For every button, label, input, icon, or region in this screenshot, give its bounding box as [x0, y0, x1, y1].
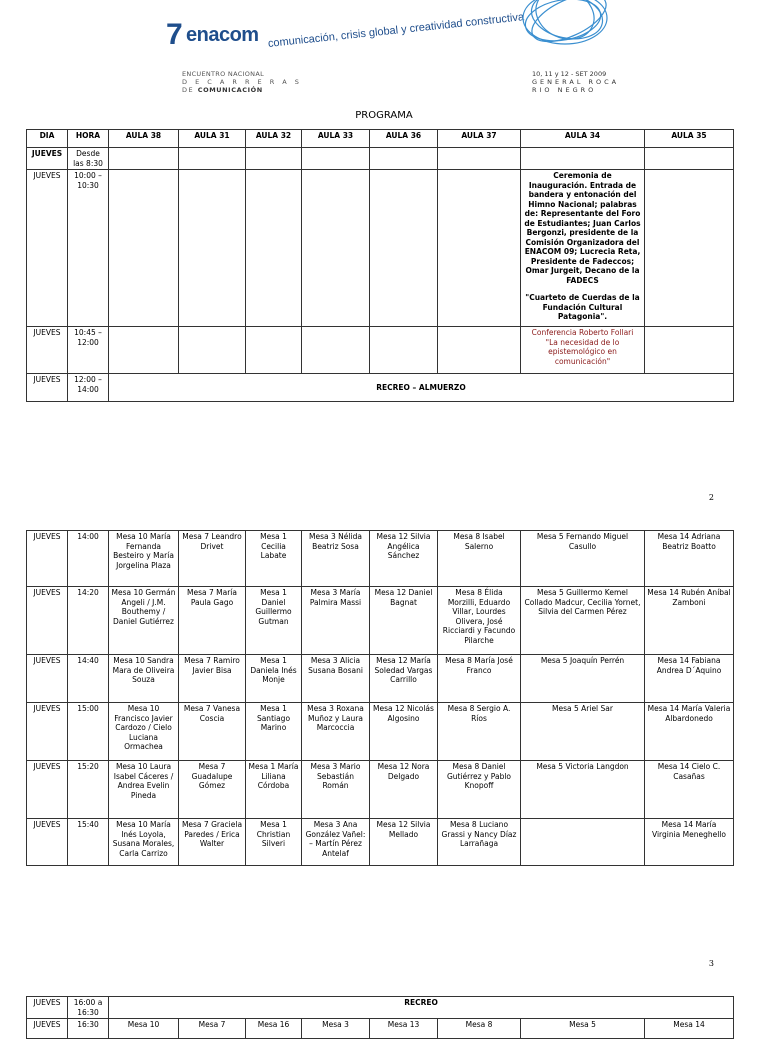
session-cell: Mesa 7 Graciela Paredes / Erica Walter: [179, 819, 246, 866]
recreo-almuerzo-cell: RECREO – ALMUERZO: [109, 374, 734, 402]
session-cell: Mesa 5 Ariel Sar: [521, 703, 645, 761]
logo-number: 7: [166, 18, 183, 51]
session-cell: Mesa 7: [179, 1019, 246, 1039]
session-cell: Mesa 14 María Virginia Meneghello: [645, 819, 734, 866]
conference-subtitle: "La necesidad de lo epistemológico en comunicación": [545, 337, 620, 366]
table-row: [27, 587, 734, 655]
session-cell: Mesa 10 María Inés Loyola, Susana Morales, Carla Carrizo: [109, 819, 179, 866]
session-cell: Mesa 1 Daniela Inés Monje: [246, 655, 302, 703]
session-cell: Mesa 14 Cielo C. Casañas: [645, 761, 734, 819]
session-cell: Mesa 14 María Valeria Albardonedo: [645, 703, 734, 761]
session-cell: Mesa 10: [109, 1019, 179, 1039]
session-cell: Mesa 14 Rubén Aníbal Zamboni: [645, 587, 734, 655]
session-cell: Mesa 10 Francisco Javier Cardozo / Cielo Luciana Ormachea: [109, 703, 179, 761]
session-cell: Mesa 8 Isabel Salerno: [438, 531, 521, 587]
session-cell: Mesa 7 Leandro Drivet: [179, 531, 246, 587]
session-cell: Mesa 5 Victoria Langdon: [521, 761, 645, 819]
table-row: [27, 1019, 734, 1039]
programa-title: PROGRAMA: [355, 110, 413, 121]
session-cell: Mesa 3 Mario Sebastián Román: [302, 761, 370, 819]
session-cell: Mesa 12 Daniel Bagnat: [370, 587, 438, 655]
hora-cell: 10:45 – 12:00: [68, 327, 109, 374]
encuentro-text: ENCUENTRO NACIONAL D E C A R R E R A S DE COMUNICACIÓN: [182, 70, 302, 94]
session-cell: Mesa 12 Silvia Mellado: [370, 819, 438, 866]
session-cell: Mesa 10 Laura Isabel Cáceres / Andrea Evelin Pineda: [109, 761, 179, 819]
table-row: [27, 148, 734, 170]
session-cell: Mesa 1 María Liliana Córdoba: [246, 761, 302, 819]
page-number: 2: [708, 493, 714, 502]
table-row: [27, 655, 734, 703]
session-cell: Mesa 1 Christian Silveri: [246, 819, 302, 866]
dia-cell: JUEVES: [27, 170, 68, 327]
session-cell: Mesa 12 María Soledad Vargas Carrillo: [370, 655, 438, 703]
logo-word: enacom: [186, 24, 259, 46]
column-header: AULA 37: [438, 130, 521, 148]
hora-cell: 14:00: [68, 531, 109, 587]
conference-title: Conferencia Roberto Follari: [531, 328, 634, 337]
session-cell: Mesa 12 Nora Delgado: [370, 761, 438, 819]
session-cell: Mesa 3 Roxana Muñoz y Laura Marcoccia: [302, 703, 370, 761]
recreo-cell: RECREO: [109, 997, 734, 1019]
table-row: [27, 374, 734, 402]
column-header: AULA 34: [521, 130, 645, 148]
column-header: AULA 33: [302, 130, 370, 148]
session-cell: Mesa 1 Daniel Guillermo Gutman: [246, 587, 302, 655]
column-header: HORA: [68, 130, 109, 148]
dia-cell: JUEVES: [27, 761, 68, 819]
session-cell: Mesa 3 María Palmira Massi: [302, 587, 370, 655]
dia-cell: JUEVES: [27, 374, 68, 402]
hora-cell: 14:40: [68, 655, 109, 703]
inauguration-text: Ceremonia de Inauguración. Entrada de bandera y entonación del Himno Nacional; palabras de: Representante del Foro de Estudiantes; Juan Carlos Bergonzi, presidente de la Comisión Organizadora del ENACOM 09; Lucrecia Reta, Presidente de Fadeccos; Omar Jurgeit, Decano de la FADECS: [524, 171, 641, 285]
event-dates: 10, 11 y 12 - SET 2009 GENERAL ROCA RIO NEGRO: [532, 70, 620, 94]
session-cell: Mesa 8 Daniel Gutiérrez y Pablo Knopoff: [438, 761, 521, 819]
session-cell: Mesa 7 Ramiro Javier Bisa: [179, 655, 246, 703]
session-cell: Mesa 3 Alicia Susana Bosani: [302, 655, 370, 703]
hora-cell: 12:00 – 14:00: [68, 374, 109, 402]
session-cell: Mesa 8: [438, 1019, 521, 1039]
column-header: AULA 32: [246, 130, 302, 148]
hora-cell: 15:20: [68, 761, 109, 819]
session-cell: Mesa 8 Luciano Grassi y Nancy Díaz Larrañaga: [438, 819, 521, 866]
page-number: 3: [708, 959, 714, 968]
dia-cell: JUEVES: [27, 327, 68, 374]
table-row: [27, 327, 734, 374]
session-cell: Mesa 5 Fernando Miguel Casullo: [521, 531, 645, 587]
conference-cell: [521, 327, 645, 374]
cuarteto-text: "Cuarteto de Cuerdas de la Fundación Cultural Patagonia".: [525, 293, 640, 321]
schedule-table-late: [26, 996, 734, 1039]
session-cell: Mesa 14: [645, 1019, 734, 1039]
table-row: [27, 703, 734, 761]
session-cell: Mesa 10 Sandra Mara de Oliveira Souza: [109, 655, 179, 703]
session-cell: Mesa 1 Santiago Marino: [246, 703, 302, 761]
table-row: [27, 761, 734, 819]
session-cell: Mesa 8 María José Franco: [438, 655, 521, 703]
dia-cell: JUEVES: [27, 587, 68, 655]
session-cell: Mesa 7 Guadalupe Gómez: [179, 761, 246, 819]
session-cell: Mesa 1 Cecilia Labate: [246, 531, 302, 587]
hora-cell: 15:00: [68, 703, 109, 761]
table-row: [27, 170, 734, 327]
dia-cell: JUEVES: [27, 703, 68, 761]
column-header: AULA 38: [109, 130, 179, 148]
table-row: [27, 819, 734, 866]
session-cell: Mesa 16: [246, 1019, 302, 1039]
session-cell: Mesa 5 Joaquín Perrén: [521, 655, 645, 703]
logo-tagline: comunicación, crisis global y creatividad constructiva: [267, 11, 525, 50]
hora-cell: 16:30: [68, 1019, 109, 1039]
hora-cell: 15:40: [68, 819, 109, 866]
schedule-table-afternoon: [26, 530, 734, 866]
session-cell: Mesa 14 Adriana Beatriz Boatto: [645, 531, 734, 587]
session-cell: Mesa 3 Nélida Beatriz Sosa: [302, 531, 370, 587]
dia-cell: JUEVES: [27, 997, 68, 1019]
column-header: DIA: [27, 130, 68, 148]
table-header-row: [27, 130, 734, 148]
session-cell: Mesa 7 Vanesa Coscia: [179, 703, 246, 761]
session-cell: Mesa 12 Silvia Angélica Sánchez: [370, 531, 438, 587]
session-cell: Mesa 12 Nicolás Algosino: [370, 703, 438, 761]
hora-cell: 16:00 a 16:30: [68, 997, 109, 1019]
column-header: AULA 36: [370, 130, 438, 148]
dia-cell: JUEVES: [27, 148, 68, 170]
hora-cell: 14:20: [68, 587, 109, 655]
session-cell: [521, 819, 645, 866]
column-header: AULA 35: [645, 130, 734, 148]
schedule-table-morning: [26, 129, 734, 402]
session-cell: Mesa 7 María Paula Gago: [179, 587, 246, 655]
inauguration-cell: [521, 170, 645, 327]
swirl-logo-icon: [515, 0, 615, 60]
dia-cell: JUEVES: [27, 531, 68, 587]
column-header: AULA 31: [179, 130, 246, 148]
session-cell: Mesa 5 Guillermo Kemel Collado Madcur, Cecilia Yornet, Silvia del Carmen Pérez: [521, 587, 645, 655]
dia-cell: JUEVES: [27, 1019, 68, 1039]
session-cell: Mesa 10 María Fernanda Besteiro y María Jorgelina Plaza: [109, 531, 179, 587]
session-cell: Mesa 13: [370, 1019, 438, 1039]
table-row: [27, 997, 734, 1019]
session-cell: Mesa 5: [521, 1019, 645, 1039]
dia-cell: JUEVES: [27, 655, 68, 703]
session-cell: Mesa 8 Élida Morzilli, Eduardo Villar, Lourdes Olivera, José Ricciardi y Facundo Pilarche: [438, 587, 521, 655]
hora-cell: Desde las 8:30: [68, 148, 109, 170]
session-cell: Mesa 14 Fabiana Andrea D´Aquino: [645, 655, 734, 703]
session-cell: Mesa 3 Ana González Vañel: – Martín Pérez Antelaf: [302, 819, 370, 866]
table-row: [27, 531, 734, 587]
session-cell: Mesa 10 Germán Angeli / J.M. Bouthemy / Daniel Gutiérrez: [109, 587, 179, 655]
dia-cell: JUEVES: [27, 819, 68, 866]
session-cell: Mesa 8 Sergio A. Ríos: [438, 703, 521, 761]
hora-cell: 10:00 – 10:30: [68, 170, 109, 327]
session-cell: Mesa 3: [302, 1019, 370, 1039]
conference-logo-header: [160, 0, 660, 100]
